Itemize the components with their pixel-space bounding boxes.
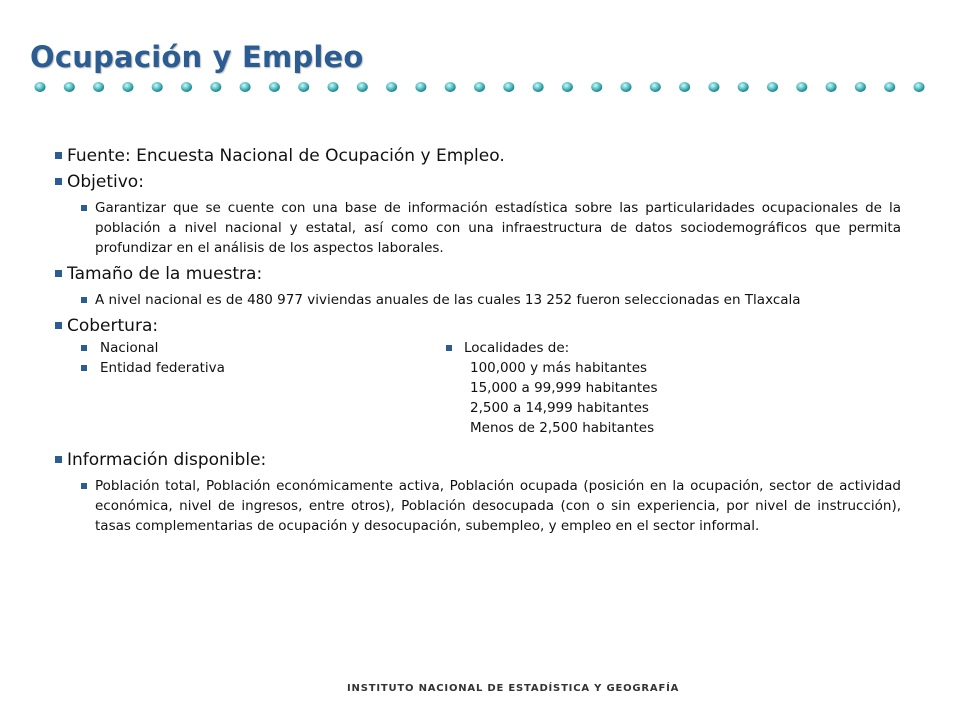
decorative-dot <box>503 82 514 92</box>
cobertura-left-column <box>55 338 415 378</box>
footer-institution: INSTITUTO NACIONAL DE ESTADÍSTICA Y GEOGRAFÍA <box>347 683 680 694</box>
cobertura-item-nacional: Nacional <box>55 338 415 358</box>
decorative-dot <box>767 82 778 92</box>
decorative-dot <box>152 82 163 92</box>
decorative-dot <box>445 82 456 92</box>
decorative-dot <box>533 82 544 92</box>
decorative-dots-divider <box>30 77 930 97</box>
decorative-dot <box>357 82 368 92</box>
decorative-dot <box>35 82 46 92</box>
decorative-dot <box>269 82 280 92</box>
decorative-dot <box>738 82 749 92</box>
page-title: Ocupación y Empleo <box>30 40 364 74</box>
cobertura-right-column <box>440 338 860 438</box>
decorative-dot <box>93 82 104 92</box>
decorative-dot <box>122 82 133 92</box>
decorative-dot <box>826 82 837 92</box>
localidades-title: Localidades de: <box>440 338 860 358</box>
bullet-fuente: Fuente: Encuesta Nacional de Ocupación y Empleo. <box>55 146 905 166</box>
decorative-dot <box>914 82 925 92</box>
decorative-dot <box>210 82 221 92</box>
decorative-dot <box>328 82 339 92</box>
objetivo-text: Garantizar que se cuente con una base de información estadística sobre las particularidades ocupacionales de la población a nivel nacional y estatal, así como con una infraestructura de datos sociodemográficos que permita profundizar en el análisis de los aspectos laborales. <box>55 198 901 258</box>
decorative-dot <box>855 82 866 92</box>
bullet-muestra: Tamaño de la muestra: <box>55 264 905 284</box>
decorative-dot <box>64 82 75 92</box>
informacion-text: Población total, Población económicamente activa, Población ocupada (posición en la ocupación, sector de actividad económica, nivel de ingresos, entre otros), Población desocupada (con o sin experiencia, por nivel de instrucción), tasas complementarias de ocupación y desocupación, subempleo, y empleo en el sector informal. <box>55 476 901 536</box>
decorative-dot <box>621 82 632 92</box>
content-area <box>55 146 905 536</box>
decorative-dot <box>240 82 251 92</box>
decorative-dot <box>650 82 661 92</box>
decorative-dot <box>181 82 192 92</box>
cobertura-columns <box>55 338 905 444</box>
localidad-range-1: 100,000 y más habitantes <box>470 360 648 376</box>
decorative-dot <box>562 82 573 92</box>
decorative-dot <box>796 82 807 92</box>
dot-row <box>35 82 925 92</box>
decorative-dot <box>591 82 602 92</box>
decorative-dot <box>298 82 309 92</box>
decorative-dot <box>884 82 895 92</box>
localidad-range-2: 15,000 a 99,999 habitantes <box>470 380 658 396</box>
decorative-dot <box>679 82 690 92</box>
decorative-dot <box>708 82 719 92</box>
decorative-dot <box>386 82 397 92</box>
localidad-range-4: Menos de 2,500 habitantes <box>470 420 655 436</box>
localidad-range-3: 2,500 a 14,999 habitantes <box>470 400 649 416</box>
bullet-objetivo: Objetivo: <box>55 172 905 192</box>
cobertura-item-entidad: Entidad federativa <box>55 358 415 378</box>
bullet-cobertura: Cobertura: <box>55 316 905 336</box>
decorative-dot <box>415 82 426 92</box>
decorative-dot <box>474 82 485 92</box>
muestra-text: A nivel nacional es de 480 977 viviendas anuales de las cuales 13 252 fueron seleccionadas en Tlaxcala <box>55 290 901 310</box>
bullet-informacion: Información disponible: <box>55 450 905 470</box>
